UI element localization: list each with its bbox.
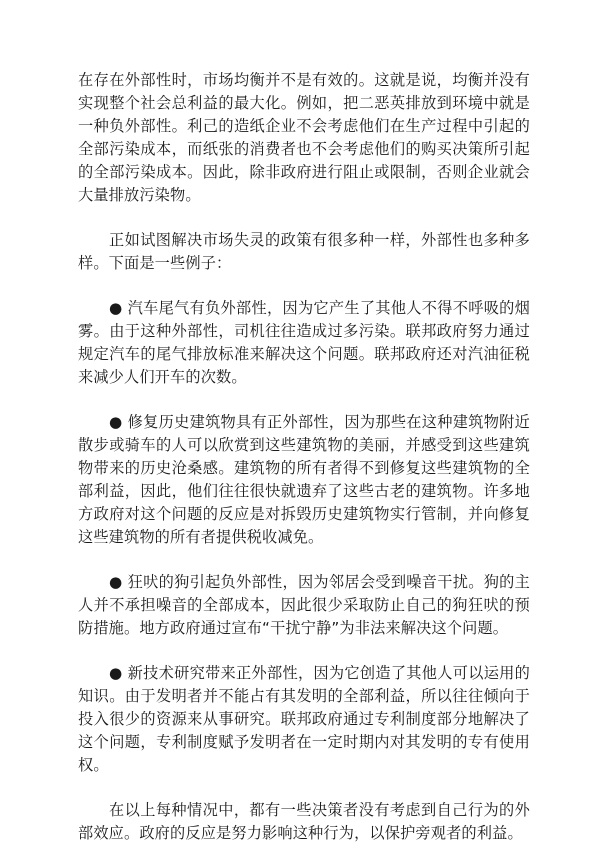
bullet-barking-dogs: ● 狂吠的狗引起负外部性，因为邻居会受到噪音干扰。狗的主人并不承担噪音的全部成本，因此很少采取防止自己的狗狂吠的预防措施。地方政府通过宣布“干扰宁静”为非法来解决这个问题。	[78, 573, 530, 637]
document-body	[78, 69, 530, 845]
bullet-car-exhaust: ● 汽车尾气有负外部性，因为它产生了其他人不得不呼吸的烟雾。由于这种外部性，司机往往造成过多污染。联邦政府努力通过规定汽车的尾气排放标准来解决这个问题。联邦政府还对汽油征税来减少人们开车的次数。	[78, 299, 530, 386]
paragraph-policy-variety: 正如试图解决市场失灵的政策有很多种一样，外部性也多种多样。下面是一些例子：	[78, 231, 530, 272]
paragraph-intro: 在存在外部性时，市场均衡并不是有效的。这就是说，均衡并没有实现整个社会总利益的最大化。例如，把二恶英排放到环境中就是一种负外部性。利己的造纸企业不会考虑他们在生产过程中引起的全部污染成本，而纸张的消费者也不会考虑他们的购买决策所引起的全部污染成本。因此，除非政府进行阻止或限制，否则企业就会大量排放污染物。	[78, 71, 530, 204]
bullet-technology-research: ● 新技术研究带来正外部性，因为它创造了其他人可以运用的知识。由于发明者并不能占有其发明的全部利益，所以往往倾向于投入很少的资源来从事研究。联邦政府通过专利制度部分地解决了这个问题，专利制度赋予发明者在一定时期内对其发明的专有使用权。	[78, 664, 530, 774]
bullet-historic-buildings: ● 修复历史建筑物具有正外部性，因为那些在这种建筑物附近散步或骑车的人可以欣赏到这些建筑物的美丽，并感受到这些建筑物带来的历史沧桑感。建筑物的所有者得不到修复这些建筑物的全部利益，因此，他们往往很快就遗弃了这些古老的建筑物。许多地方政府对这个问题的反应是对拆毁历史建筑物实行管制，并向修复这些建筑物的所有者提供税收减免。	[78, 413, 530, 546]
paragraph-conclusion: 在以上每种情况中，都有一些决策者没有考虑到自己行为的外部效应。政府的反应是努力影响这种行为，以保护旁观者的利益。	[78, 801, 530, 842]
